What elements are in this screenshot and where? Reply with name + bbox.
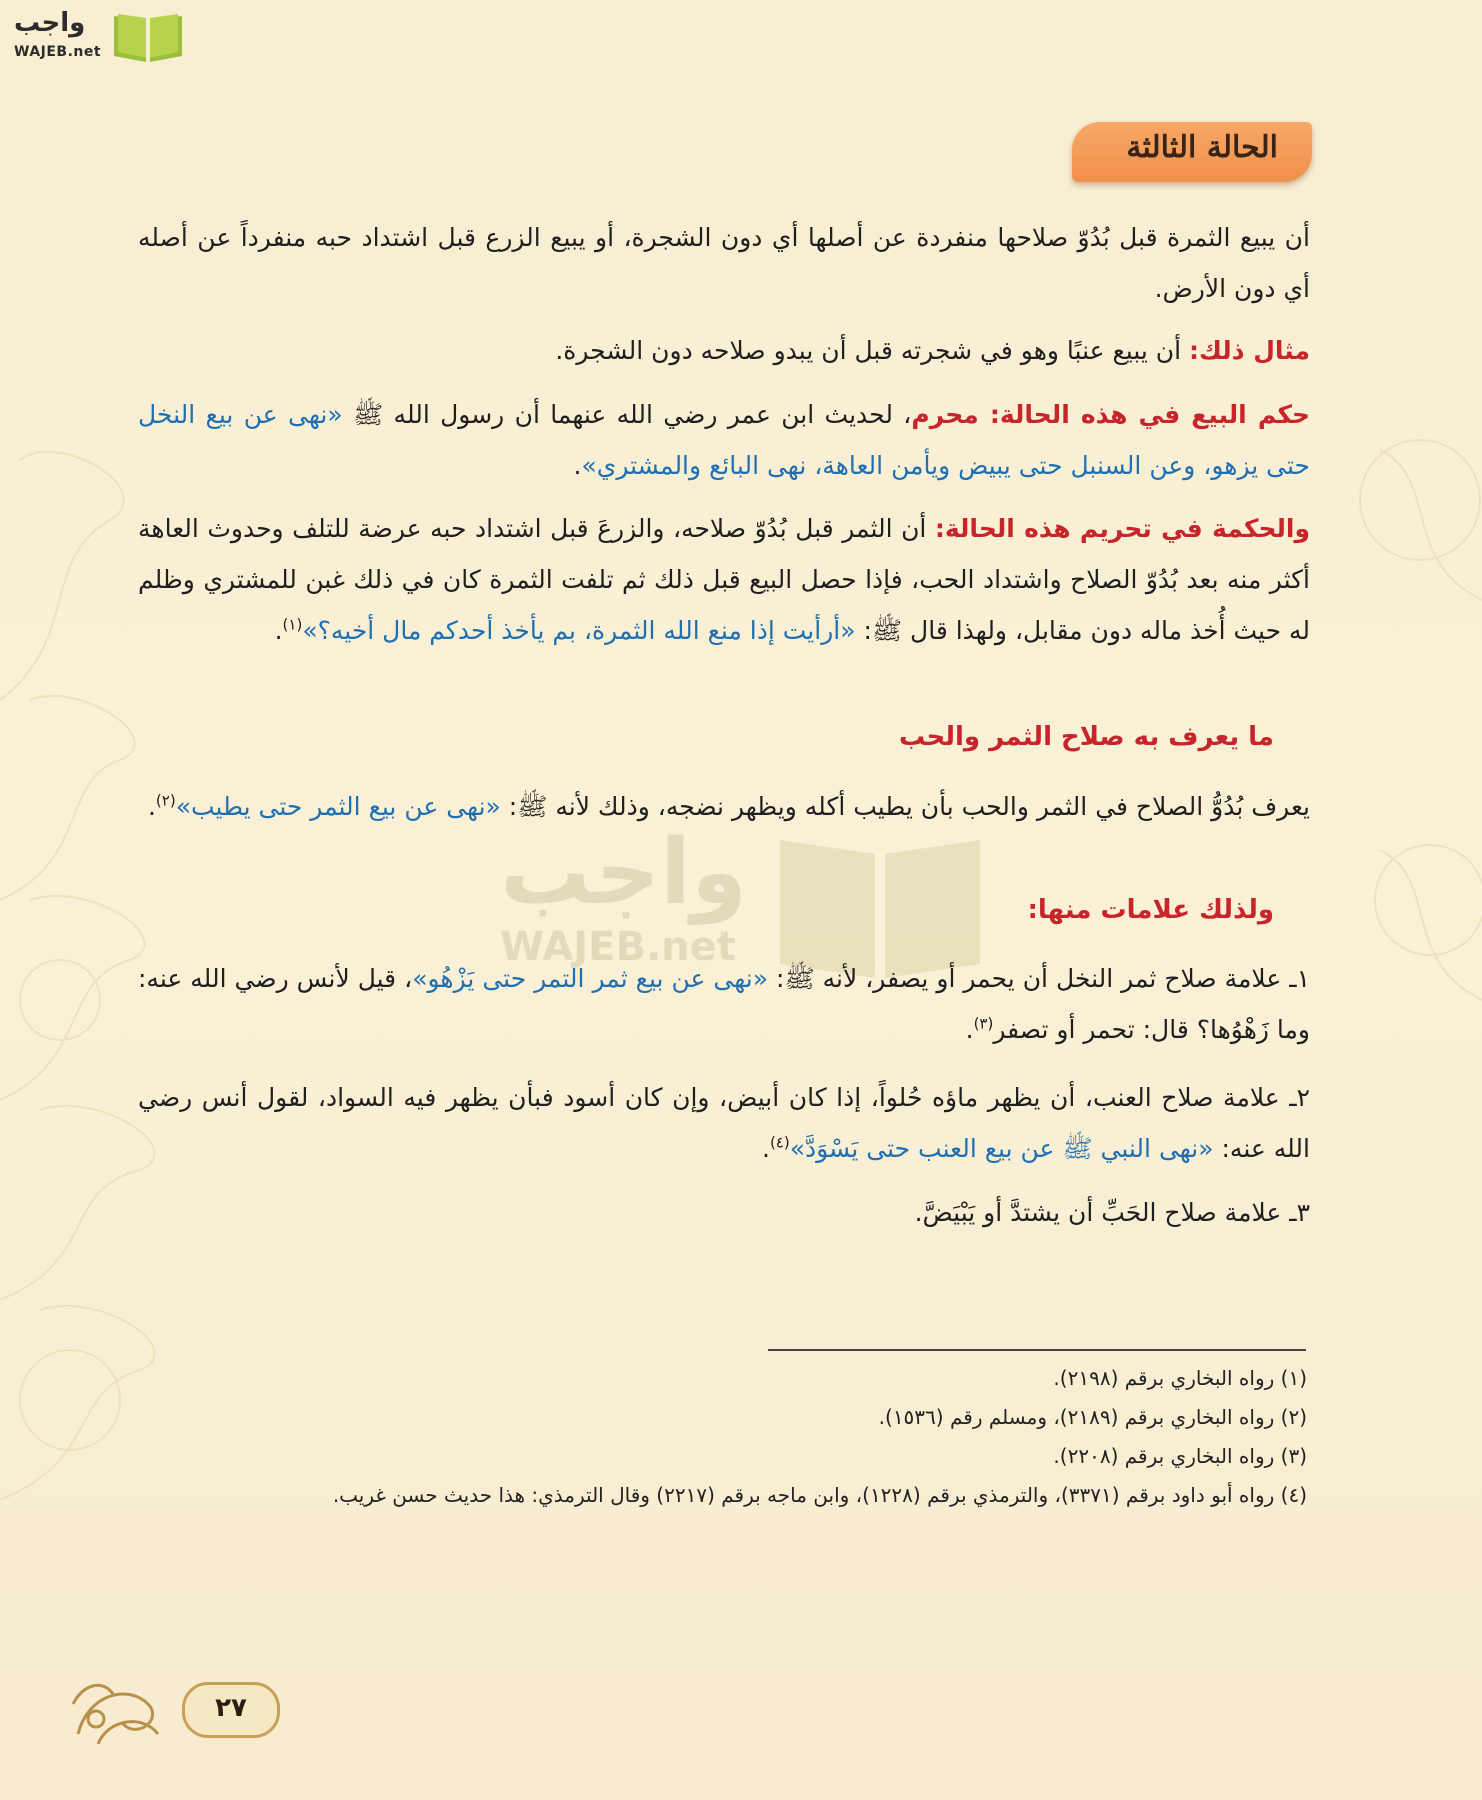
sign-item-1 (138, 953, 1310, 1055)
footnote-ref-4[interactable]: (٤) (769, 1133, 790, 1152)
ruling-verdict: محرم (911, 400, 990, 429)
footnote-2: (٢) رواه البخاري برقم (٢١٨٩)، ومسلم رقم (١٥٣٦). (878, 1405, 1307, 1429)
page-number-badge (182, 1682, 280, 1738)
section-title-box (1072, 122, 1312, 182)
sign-2-end: . (761, 1134, 770, 1163)
footnote-ref-1[interactable]: (١) (282, 615, 303, 634)
signs-heading: ولذلك علامات منها: (1027, 895, 1274, 925)
ruling-end: . (573, 451, 582, 480)
footnote-ref-2[interactable]: (٢) (155, 791, 176, 810)
section2-text: يعرف بُدُوُّ الصلاح في الثمر والحب بأن يطيب أكله ويظهر نضجه، وذلك لأنه ﷺ: (500, 792, 1310, 821)
wisdom-text: أن الثمر قبل بُدُوّ صلاحه، والزرعَ قبل اشتداد حبه عرضة للتلف وحدوث العاهة أكثر منه بعد بُدُوّ الصلاح واشتداد الحب، فإذا حصل البيع قبل ذلك ثم تلفت الثمرة كان في ذلك غبن للمشتري وظلم له حيث أُخذ ماله دون مقابل، ولهذا قال ﷺ: (138, 514, 1310, 645)
section2-hadith: «نهى عن بيع الثمر حتى يطيب» (175, 792, 501, 821)
example-paragraph (138, 325, 1310, 376)
section2-paragraph (138, 781, 1310, 832)
wisdom-label: والحكمة في تحريم هذه الحالة: (934, 514, 1310, 543)
sign-1-text: ١ـ علامة صلاح ثمر النخل أن يحمر أو يصفر، لأنه ﷺ: (768, 964, 1310, 993)
wisdom-end: . (274, 616, 283, 645)
section-title: الحالة الثالثة (1126, 130, 1278, 165)
intro-paragraph (138, 212, 1310, 314)
section2-end: . (147, 792, 156, 821)
ruling-hadith: «نهى عن بيع النخل حتى يزهو، وعن السنبل حتى يبيض ويأمن العاهة، نهى البائع والمشتري» (138, 400, 1310, 480)
wajeb-logo[interactable] (10, 4, 190, 68)
watermark-arabic: واجب (500, 820, 747, 925)
sign-item-3 (138, 1187, 1310, 1238)
subsection-heading: ما يعرف به صلاح الثمر والحب (898, 722, 1274, 752)
ruling-text: ، لحديث ابن عمر رضي الله عنهما أن رسول الله ﷺ (342, 400, 912, 429)
footnote-divider (768, 1349, 1306, 1351)
footnote-1: (١) رواه البخاري برقم (٢١٩٨). (1053, 1366, 1307, 1390)
logo-arabic: واجب (14, 8, 86, 38)
sign-item-2 (138, 1072, 1310, 1174)
intro-text: أن يبيع الثمرة قبل بُدُوّ صلاحها منفردة عن أصلها أي دون الشجرة، أو يبيع الزرع قبل اشتداد حبه منفرداً عن أصله أي دون الأرض. (138, 223, 1310, 303)
sign-1-text2: ، قيل لأنس رضي الله عنه: وما زَهْوُها؟ قال: تحمر أو تصفر (138, 964, 1310, 1044)
sign-2-text: ٢ـ علامة صلاح العنب، أن يظهر ماؤه حُلواً، إذا كان أبيض، وإن كان أسود فبأن يظهر فيه السواد، لقول أنس رضي الله عنه: (138, 1083, 1310, 1163)
wisdom-paragraph (138, 503, 1310, 656)
page-number: ٢٧ (215, 1693, 247, 1723)
sign-3-text: ٣ـ علامة صلاح الحَبِّ أن يشتدَّ أو يَبْيَضَّ. (914, 1198, 1310, 1227)
sign-1-hadith: «نهى عن بيع ثمر التمر حتى يَزْهُو» (412, 964, 769, 993)
logo-latin: WAJEB.net (14, 44, 102, 60)
open-book-icon (108, 6, 188, 66)
watermark-latin: WAJEB.net (500, 924, 736, 970)
ruling-paragraph (138, 389, 1310, 491)
footnote-4: (٤) رواه أبو داود برقم (٣٣٧١)، والترمذي برقم (١٢٢٨)، وابن ماجه برقم (٢٢١٧) وقال الترمذي: هذا حديث حسن غريب. (332, 1483, 1307, 1507)
sign-1-end: . (965, 1015, 974, 1044)
wisdom-hadith: «أرأيت إذا منع الله الثمرة، بم يأخذ أحدكم مال أخيه؟» (302, 616, 856, 645)
example-label: مثال ذلك: (1189, 336, 1310, 365)
example-text: أن يبيع عنبًا وهو في شجرته قبل أن يبدو صلاحه دون الشجرة. (555, 336, 1190, 365)
ruling-label: حكم البيع في هذه الحالة: (989, 400, 1311, 429)
footnote-ref-3[interactable]: (٣) (973, 1014, 994, 1033)
footnote-3: (٣) رواه البخاري برقم (٢٢٠٨). (1053, 1444, 1307, 1468)
sign-2-hadith: «نهى النبي ﷺ عن بيع العنب حتى يَسْوَدَّ» (789, 1134, 1214, 1163)
